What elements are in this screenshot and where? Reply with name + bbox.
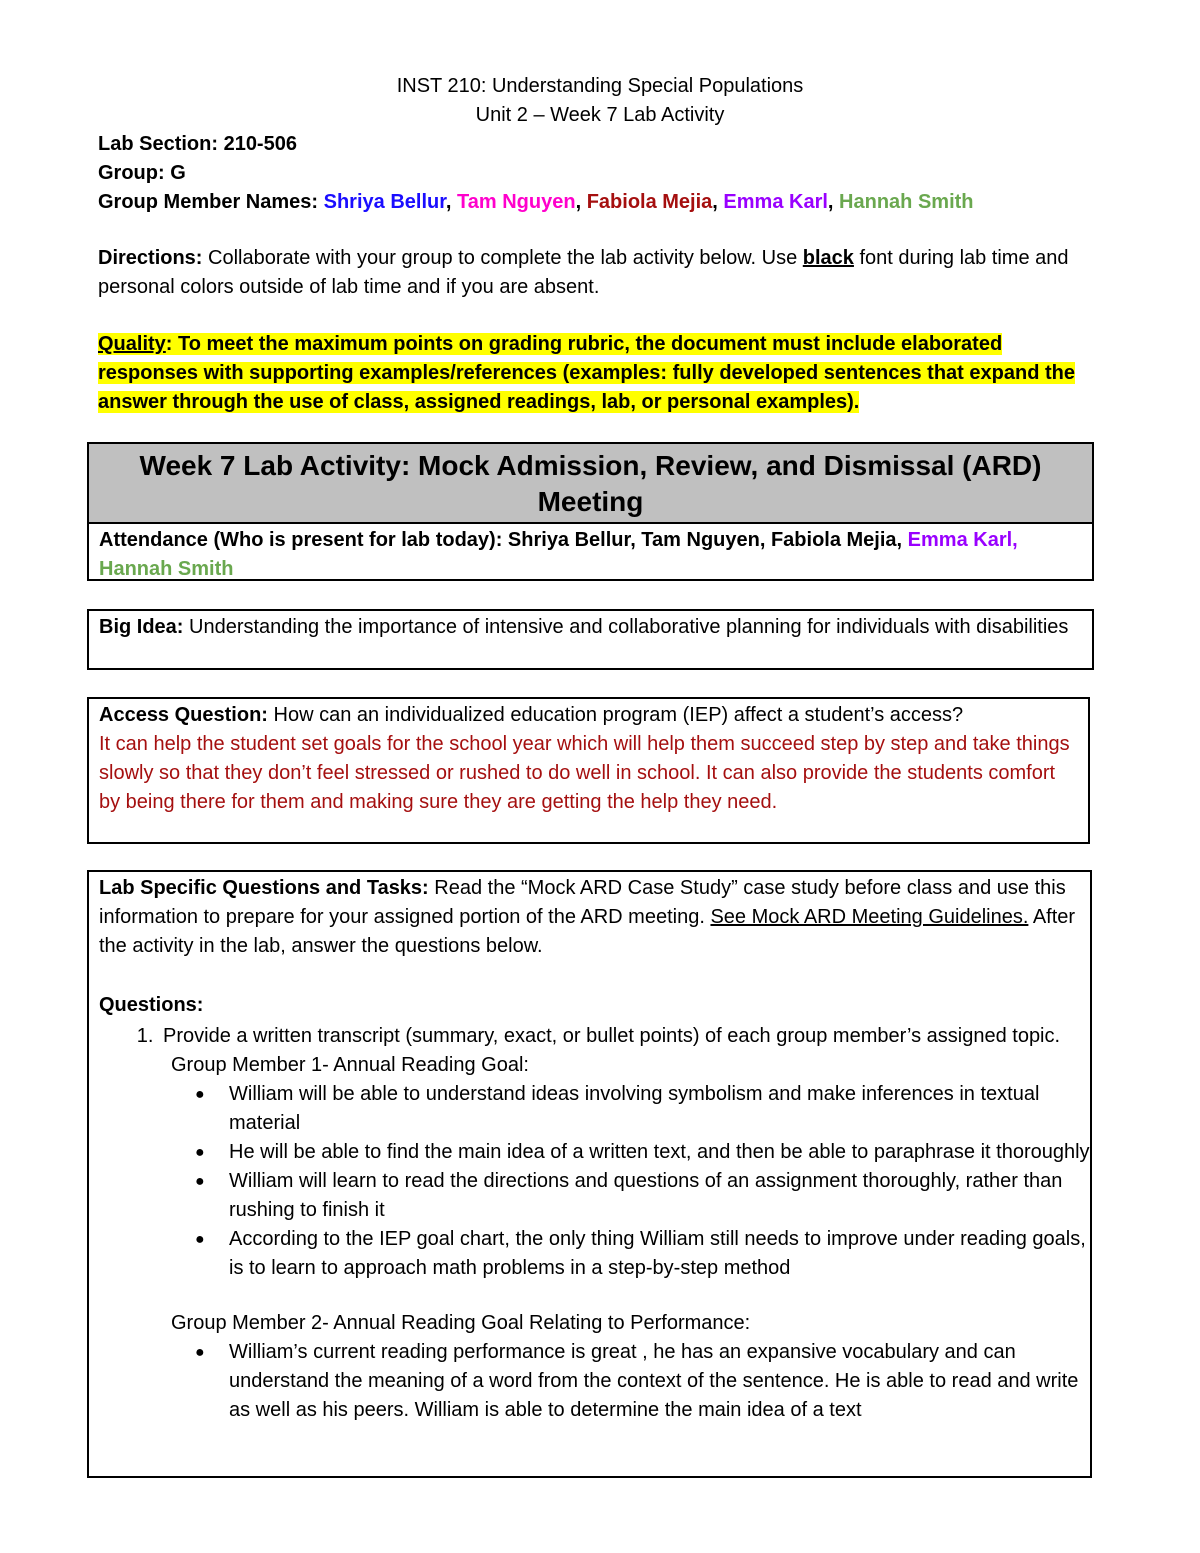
member-name: Hannah Smith — [839, 191, 974, 213]
big-idea-text: Understanding the importance of intensive and collaborative planning for individuals with disabilities — [183, 616, 1069, 638]
directions-text-b: font during lab time and personal colors outside of lab time and if you are absent. — [98, 247, 1069, 298]
quality-label: Quality — [98, 333, 166, 355]
activity-title: Week 7 Lab Activity: Mock Admission, Review, and Dismissal (ARD) Meeting — [89, 444, 1092, 524]
question-1-text: Provide a written transcript (summary, exact, or bullet points) of each group member’s assigned topic. — [163, 1025, 1061, 1047]
attendance-emma: Emma Karl, — [902, 529, 1018, 551]
lab-questions-box — [87, 870, 1092, 1478]
member2-points — [89, 1338, 1090, 1425]
group-letter: Group: G — [98, 162, 186, 184]
activity-box — [87, 442, 1094, 581]
attendance-names: Shriya Bellur, Tam Nguyen, Fabiola Mejia, — [502, 529, 903, 551]
attendance-hannah: Hannah Smith — [99, 558, 234, 580]
member1-heading: Group Member 1- Annual Reading Goal: — [171, 1054, 529, 1076]
questions-heading: Questions: — [99, 994, 204, 1016]
question-list — [89, 1022, 1090, 1051]
guidelines-link[interactable]: See Mock ARD Meeting Guidelines. — [710, 906, 1029, 928]
unit-title: Unit 2 – Week 7 Lab Activity — [475, 104, 725, 126]
bullet-item — [195, 1167, 1090, 1225]
member-name: Shriya Bellur — [323, 191, 446, 213]
bullet-item — [195, 1080, 1090, 1138]
bullet-text: William will learn to read the directions and questions of an assignment thoroughly, rather than rushing to finish it — [229, 1170, 1063, 1221]
access-question — [89, 699, 1088, 819]
big-idea — [89, 611, 1092, 644]
course-title — [0, 72, 1200, 130]
course-name: INST 210: Understanding Special Populations — [396, 75, 804, 97]
big-idea-box — [87, 609, 1094, 670]
bullet-icon: ● — [195, 1144, 205, 1161]
directions — [98, 244, 1098, 302]
lab-text-a: Read the “Mock ARD Case Study” case study before class and use this information to prepare for your assigned portion of the ARD meeting. — [99, 877, 1066, 928]
bullet-icon: ● — [195, 1173, 205, 1190]
bullet-item — [195, 1138, 1090, 1167]
lab-section: Lab Section: 210-506 — [98, 133, 297, 155]
bullet-text: According to the IEP goal chart, the only thing William still needs to improve under reading goals, is to learn to approach math problems in a step-by-step method — [229, 1228, 1086, 1279]
members-label: Group Member Names: — [98, 191, 319, 213]
group-info — [98, 130, 1098, 217]
question-1 — [159, 1022, 1090, 1051]
quality-text: : To meet the maximum points on grading rubric, the document must include elaborated responses with supporting examples/references (examples: fully developed sentences that expand the answer through the use of class, assigned readings, lab, or personal examples). — [98, 333, 1075, 413]
bullet-text: He will be able to find the main idea of a written text, and then be able to paraphrase it thoroughly — [229, 1141, 1090, 1163]
quality-note — [98, 330, 1088, 417]
access-label: Access Question: — [99, 704, 268, 726]
group-members — [98, 188, 1098, 217]
bullet-item — [195, 1338, 1090, 1425]
attendance-label: Attendance (Who is present for lab today): — [99, 529, 503, 551]
bullet-icon: ● — [195, 1231, 205, 1248]
lab-label: Lab Specific Questions and Tasks: — [99, 877, 429, 899]
member-name: Emma Karl — [723, 191, 828, 213]
member1-points — [89, 1080, 1090, 1283]
bullet-item — [195, 1225, 1090, 1283]
lab-instructions — [89, 872, 1090, 963]
bullet-text: William’s current reading performance is great , he has an expansive vocabulary and can understand the meaning of a word from the context of the sentence. He is able to read and write as well as his peers. William is able to determine the main idea of a text — [229, 1341, 1079, 1421]
member2-heading: Group Member 2- Annual Reading Goal Relating to Performance: — [171, 1312, 751, 1334]
big-idea-label: Big Idea: — [99, 616, 184, 638]
access-answer: It can help the student set goals for the school year which will help them succeed step by step and take things slowly so that they don’t feel stressed or rushed to do well in school. It can also provide the students comfort by being there for them and making sure they are getting the help they need. — [99, 733, 1070, 813]
bullet-text: William will be able to understand ideas involving symbolism and make inferences in textual material — [229, 1083, 1040, 1134]
member-list: Shriya Bellur, Tam Nguyen, Fabiola Mejia, Emma Karl, Hannah Smith — [323, 191, 974, 213]
directions-label: Directions: — [98, 247, 203, 269]
bullet-icon: ● — [195, 1086, 205, 1103]
member-name: Tam Nguyen — [457, 191, 576, 213]
access-question-text: How can an individualized education program (IEP) affect a student’s access? — [267, 704, 964, 726]
attendance — [89, 524, 1092, 586]
lab-text-b: After the activity in the lab, answer the questions below. — [99, 906, 1076, 957]
bullet-icon: ● — [195, 1344, 205, 1361]
directions-emph: black — [802, 247, 854, 269]
member-name: Fabiola Mejia — [586, 191, 713, 213]
access-question-box — [87, 697, 1090, 844]
directions-text-a: Collaborate with your group to complete the lab activity below. Use — [202, 247, 803, 269]
